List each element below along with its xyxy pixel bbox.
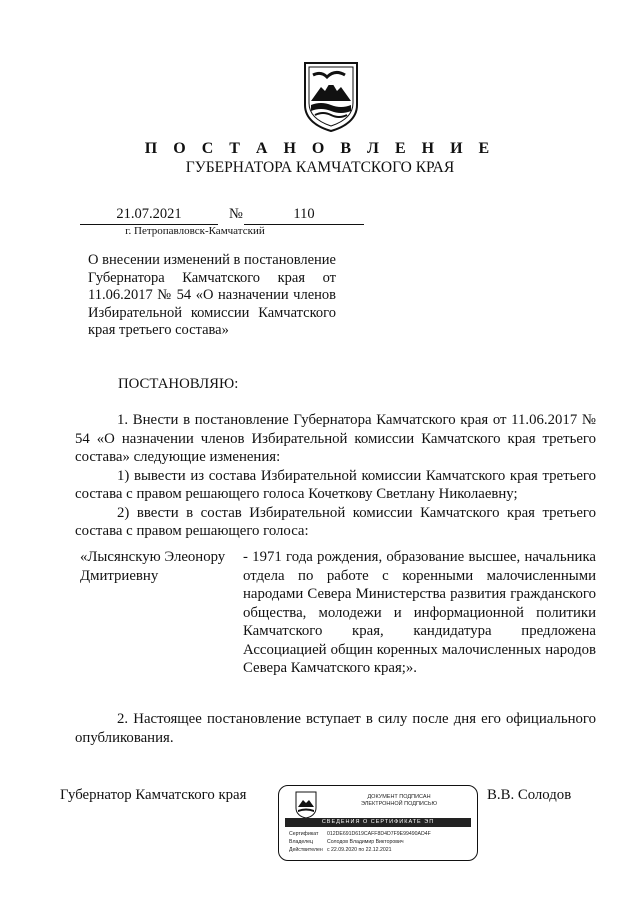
signer-position: Губернатор Камчатского края xyxy=(60,787,247,803)
stamp-valid-value: с 22.09.2020 по 22.12.2021 xyxy=(327,847,392,853)
stamp-valid-row xyxy=(289,847,392,853)
paragraph-2 xyxy=(75,710,596,747)
electronic-signature-stamp xyxy=(278,785,478,861)
stamp-owner-value: Солодов Владимир Викторович xyxy=(327,839,404,845)
paragraph-2-text: 2. Настоящее постановление вступает в силу после дня его официального опубликования. xyxy=(75,711,596,746)
stamp-valid-label: Действителен xyxy=(289,847,323,853)
document-title: П О С Т А Н О В Л Е Н И Е xyxy=(144,140,496,157)
stamp-owner-label: Владелец xyxy=(289,839,313,845)
stamp-heading xyxy=(329,794,469,808)
document-number: 110 xyxy=(293,206,315,222)
body-paragraphs xyxy=(75,411,596,541)
document-subtitle: ГУБЕРНАТОРА КАМЧАТСКОГО КРАЯ xyxy=(185,159,455,176)
signer-name: В.В. Солодов xyxy=(487,787,572,803)
person-name: «Лысянскую Элеонору Дмитриевну xyxy=(80,549,226,584)
stamp-cert-row xyxy=(289,831,431,837)
order-word: ПОСТАНОВЛЯЮ: xyxy=(118,376,239,392)
person-description: - 1971 года рождения, образование высшее, начальника отдела по работе с коренными малочисленными народами Севера Министерства развития гражданского общества, молодежи и информационной политики Камчатского края, кандидатура предложена Ассоциацией общин коренных малочисленных народов Севера Камчатского края;». xyxy=(243,549,596,676)
paragraph-1-1: 1) вывести из состава Избирательной комиссии Камчатского края третьего состава с правом решающего голоса Кочеткову Светлану Николаевну; xyxy=(75,467,596,502)
stamp-line-2: ЭЛЕКТРОННОЙ ПОДПИСЬЮ xyxy=(360,801,438,807)
stamp-cert-value: 012DE691D619CAFF8D4D7F9E99490AD4F xyxy=(327,831,431,837)
document-subject: О внесении изменений в постановление Губернатора Камчатского края от 11.06.2017 № 54 «О назначении членов Избирательной комиссии Камчатского края третьего состава» xyxy=(88,252,336,338)
stamp-emblem-icon xyxy=(294,791,318,819)
stamp-owner-row xyxy=(289,839,404,845)
stamp-certificate-bar: СВЕДЕНИЯ О СЕРТИФИКАТЕ ЭП xyxy=(285,818,471,827)
kamchatka-emblem-icon xyxy=(301,61,361,133)
number-sign: № xyxy=(229,206,243,222)
document-city: г. Петропавловск-Камчатский xyxy=(125,225,265,237)
paragraph-1: 1. Внести в постановление Губернатора Камчатского края от 11.06.2017 № 54 «О назначении членов Избирательной комиссии Камчатского края третьего состава» следующие изменения: xyxy=(75,412,596,465)
paragraph-1-2: 2) ввести в состав Избирательной комиссии Камчатского края третьего состава с правом решающего голоса: xyxy=(75,504,596,539)
stamp-line-1: ДОКУМЕНТ ПОДПИСАН xyxy=(367,794,431,800)
document-date: 21.07.2021 xyxy=(116,206,182,222)
stamp-cert-label: Сертификат xyxy=(289,831,319,837)
